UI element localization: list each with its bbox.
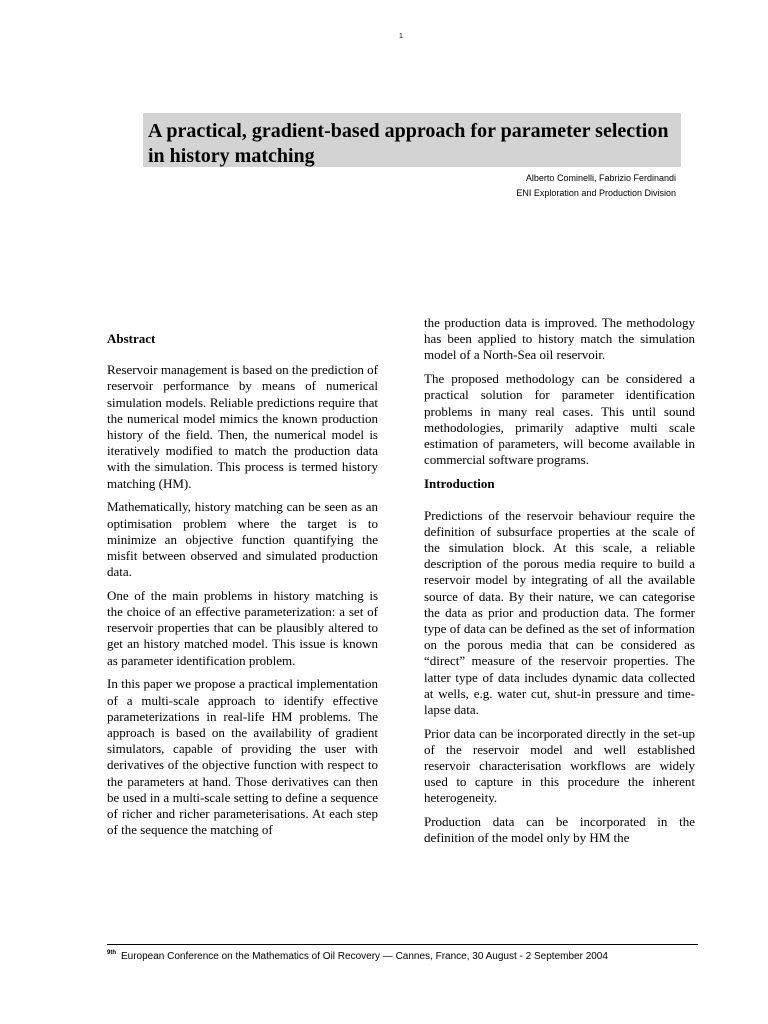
footer-rule: [107, 944, 698, 945]
paragraph: the production data is improved. The methodology has been applied to history match the simulation model of a North-Sea oil reservoir.: [424, 315, 695, 363]
affiliation: ENI Exploration and Production Division: [516, 188, 676, 198]
paragraph: One of the main problems in history matching is the choice of an effective parameterization: a set of reservoir properties that can be plausibly altered to get an history matched model. This issue is known as parameter identification problem.: [107, 587, 378, 668]
right-column: [424, 315, 695, 854]
footer-text: European Conference on the Mathematics of Oil Recovery — Cannes, France, 30 August - 2 September 2004: [121, 951, 608, 962]
paragraph: Mathematically, history matching can be seen as an optimisation problem where the target is to minimize an objective function quantifying the misfit between observed and simulated production data.: [107, 499, 378, 580]
abstract-heading: Abstract: [107, 331, 156, 346]
paragraph: Production data can be incorporated in the definition of the model only by HM the: [424, 814, 695, 846]
paragraph: The proposed methodology can be considered a practical solution for parameter identification problems in many real cases. This until sound methodologies, primarily adaptive multi scale estimation of parameters, will become available in commercial software programs.: [424, 371, 695, 468]
paragraph: In this paper we propose a practical implementation of a multi-scale approach to identify effective parameterizations in real-life HM problems. The approach is based on the availability of gradient simulators, capable of providing the user with derivatives of the objective function with respect to the parameters at hand. Those derivatives can then be used in a multi-scale setting to define a sequence of richer and richer parameterisations. At each step of the sequence the matching of: [107, 676, 378, 838]
paragraph: Prior data can be incorporated directly in the set-up of the reservoir model and well established reservoir characterisation workflows are widely used to capture in this procedure the inherent heterogeneity.: [424, 725, 695, 806]
footer-superscript: 9th: [107, 950, 116, 956]
paragraph: Predictions of the reservoir behaviour require the definition of subsurface properties at the scale of the simulation block. At this scale, a reliable description of the porous media require to build a reservoir model by integrating of all the available source of data. By their nature, we can categorise the data as prior and production data. The former type of data can be defined as the set of information on the porous media that can be considered as “direct” measure of the reservoir properties. The latter type of data includes dynamic data collected at wells, e.g. water cut, shut-in pressure and time-lapse data.: [424, 507, 695, 717]
page-number: 1: [399, 33, 403, 40]
paper-title: A practical, gradient-based approach for parameter selection in history matching: [148, 120, 669, 167]
footer: [107, 946, 698, 964]
paragraph: Reservoir management is based on the prediction of reservoir performance by means of numerical simulation models. Reliable predictions require that the numerical model mimics the known production history of the field. Then, the numerical model is iteratively modified to match the production data with the simulation. This process is termed history matching (HM).: [107, 362, 378, 491]
author-block: [516, 171, 676, 201]
title-box: [143, 113, 681, 167]
left-column: [107, 331, 378, 846]
introduction-heading: Introduction: [424, 476, 495, 492]
authors: Alberto Cominelli, Fabrizio Ferdinandi: [525, 173, 676, 183]
